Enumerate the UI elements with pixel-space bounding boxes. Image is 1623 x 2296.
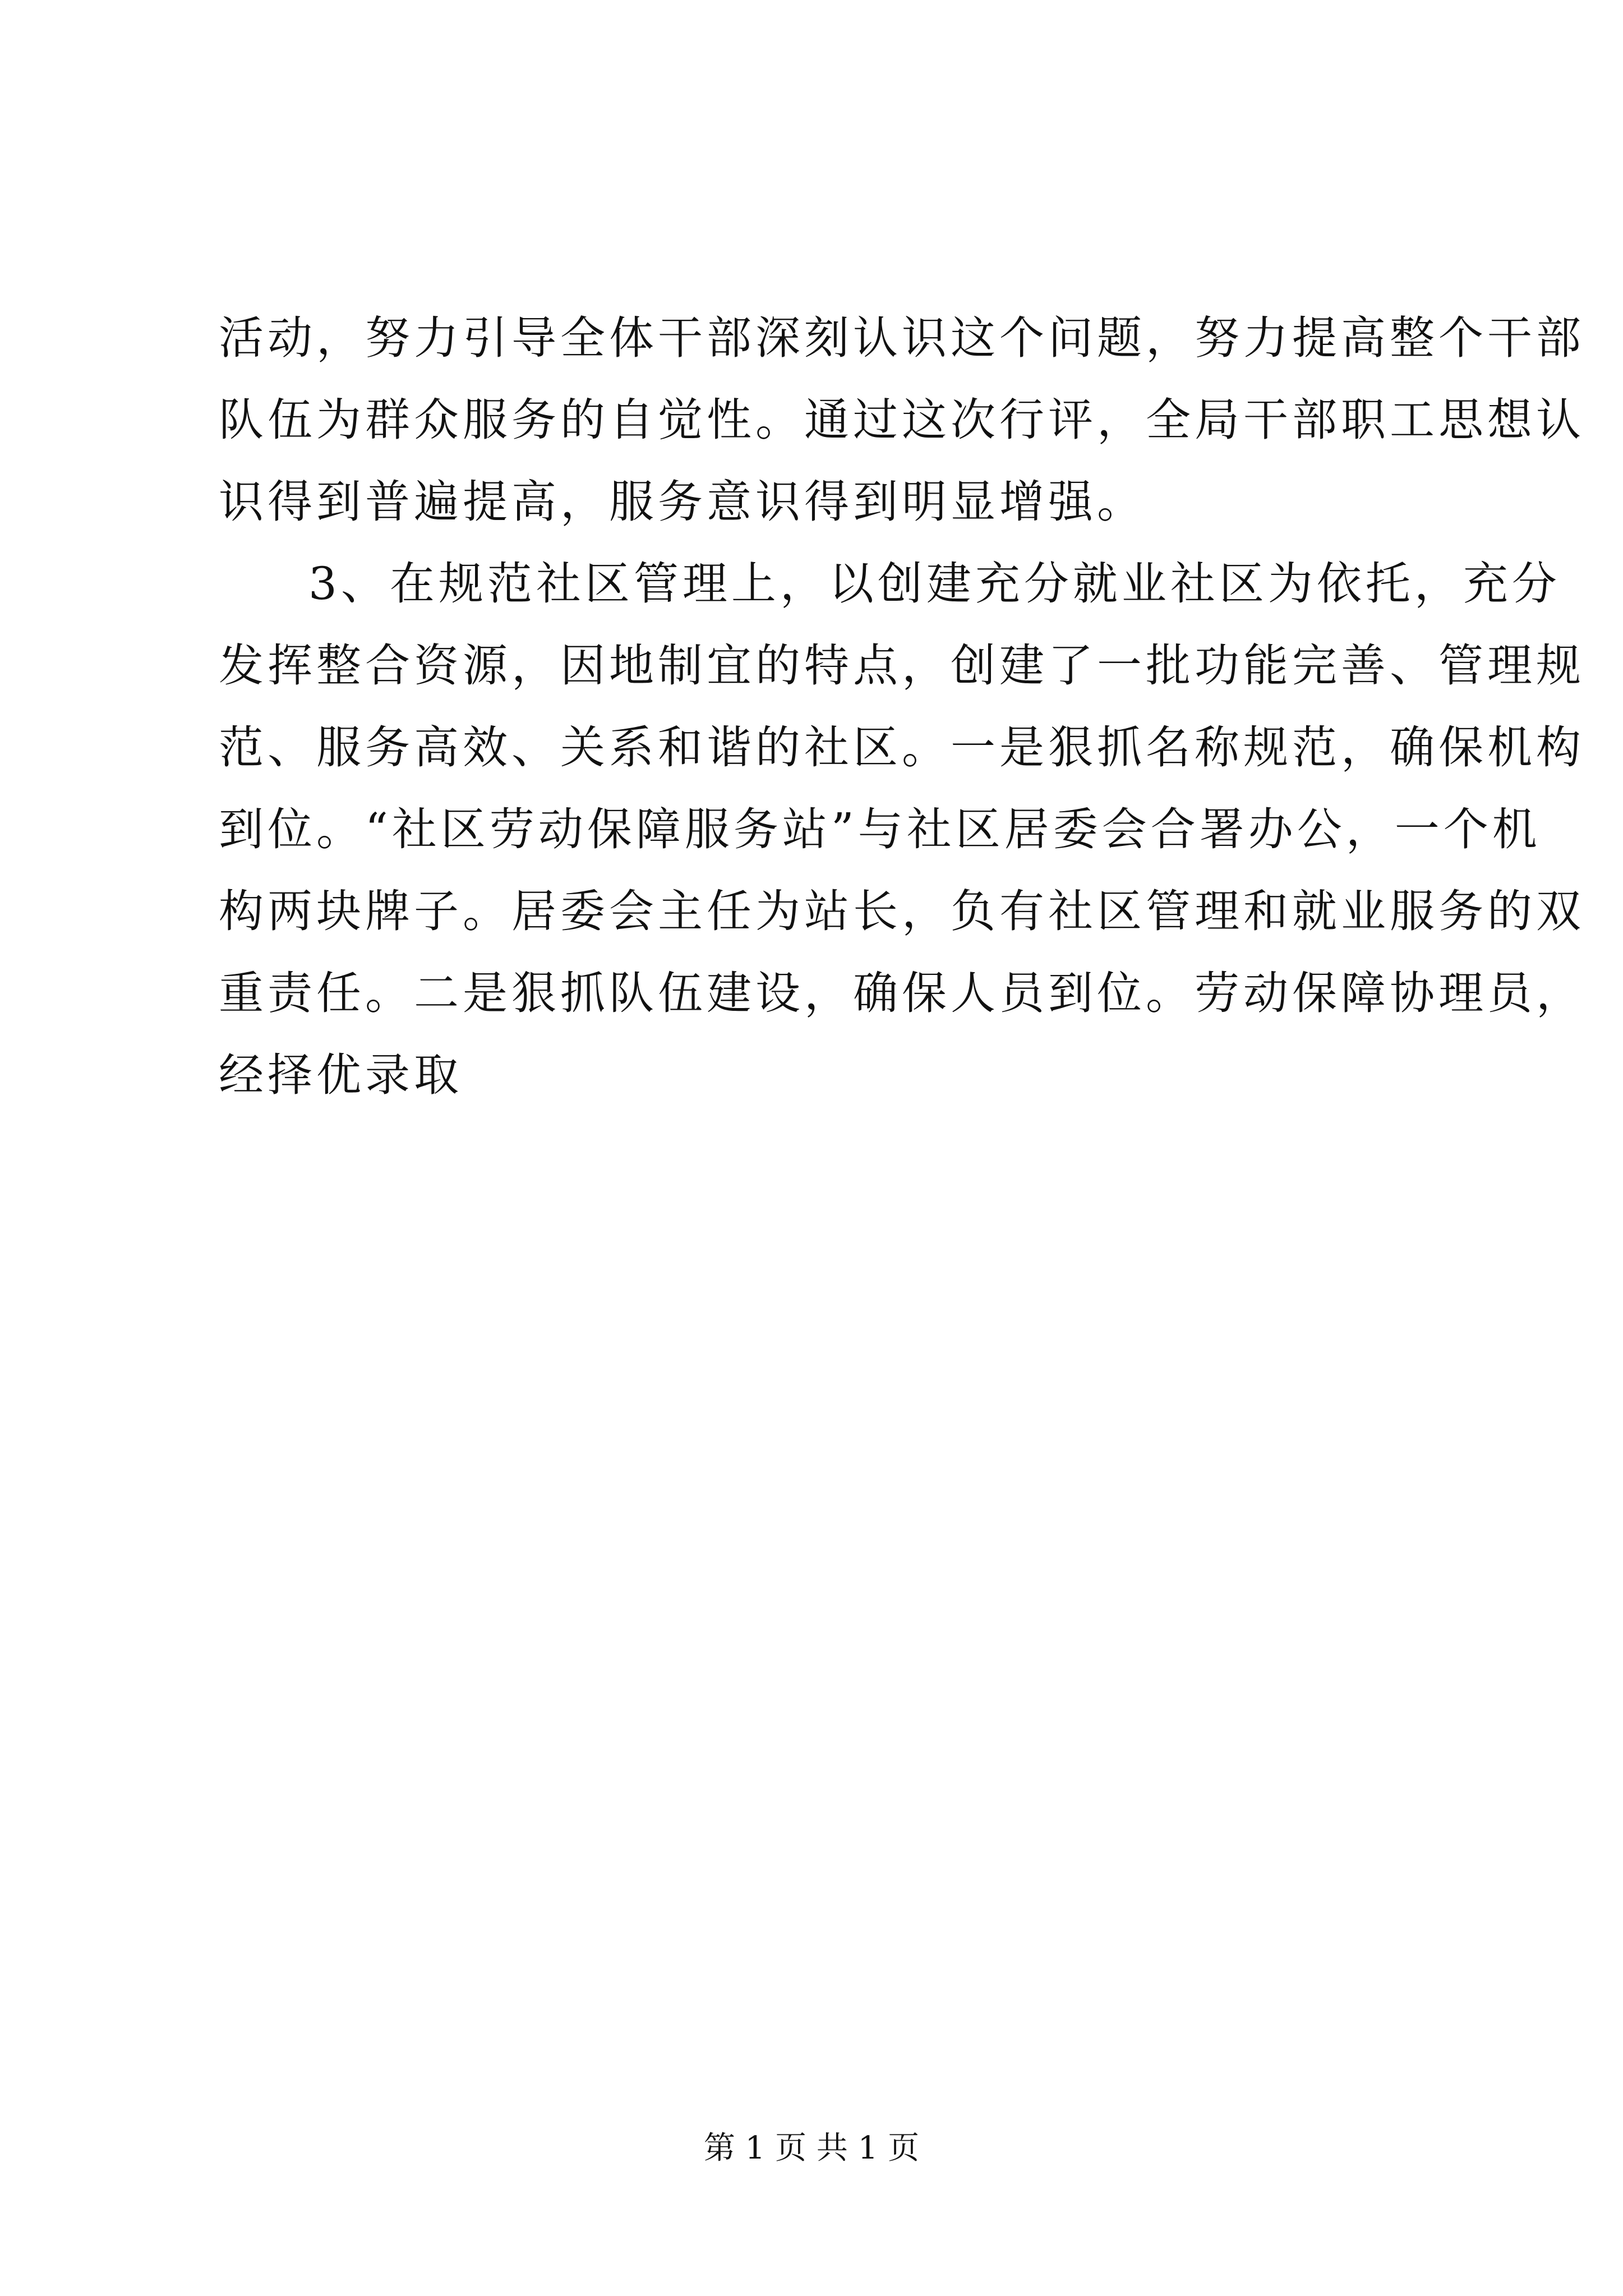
text-line-4: 3、在规范社区管理上，以创建充分就业社区为依托，充分	[308, 558, 1561, 610]
body-text	[219, 297, 1585, 1116]
text-line-6: 范、服务高效、关系和谐的社区。一是狠抓名称规范，确保机构	[219, 721, 1585, 774]
text-line-2: 队伍为群众服务的自觉性。通过这次行评，全局干部职工思想认	[219, 394, 1585, 446]
text-line-5: 发挥整合资源，因地制宜的特点，创建了一批功能完善、管理规	[219, 639, 1585, 692]
page-footer: 第 1 页 共 1 页	[703, 2130, 920, 2166]
text-line-7: 到位。“社区劳动保障服务站”与社区居委会合署办公，一个机	[219, 803, 1541, 855]
text-line-10: 经择优录取	[219, 1049, 463, 1101]
text-line-9: 重责任。二是狠抓队伍建设，确保人员到位。劳动保障协理员，	[219, 967, 1585, 1019]
text-line-1: 活动，努力引导全体干部深刻认识这个问题，努力提高整个干部	[219, 312, 1585, 364]
text-line-8: 构两块牌子。居委会主任为站长，负有社区管理和就业服务的双	[219, 885, 1585, 937]
text-line-3: 识得到普遍提高，服务意识得到明显增强。	[219, 476, 1146, 528]
